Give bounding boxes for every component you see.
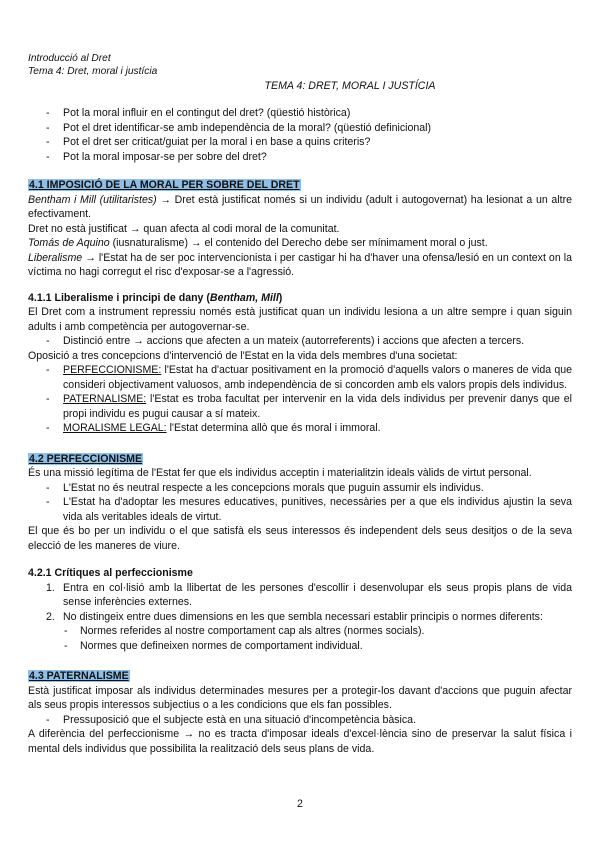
page-title: TEMA 4: DRET, MORAL I JUSTÍCIA	[264, 80, 436, 92]
header-topic: Tema 4: Dret, moral i justícia	[28, 66, 158, 77]
main-content	[28, 106, 572, 756]
list-item: - Pot el dret identificar-se amb independència de la moral? (qüestió definicional)	[28, 121, 572, 136]
list-item: - Pressuposició que el subjecte està en una situació d'incompetència bàsica.	[28, 713, 572, 728]
paragraph: El que és bo per un individu o el que satisfà els seus interessos és independent dels seus desitjos o de la seva elecció de les maneres de viure.	[28, 525, 572, 552]
section-heading-4-2-1: 4.2.1 Crítiques al perfeccionisme	[28, 567, 193, 579]
list-item: - MORALISME LEGAL: l'Estat determina allò que és moral i immoral.	[28, 421, 572, 436]
list-item: - Normes referides al nostre comportament cap als altres (normes socials).	[28, 624, 572, 639]
intervention-list	[28, 363, 572, 436]
page-number: 2	[297, 798, 303, 810]
section-heading-4-3: 4.3 PATERNALISME	[29, 670, 129, 682]
list-item: - L'Estat no és neutral respecte a les concepcions morals que puguin assumir els individus.	[28, 481, 572, 496]
section-heading-4-1: 4.1 IMPOSICIÓ DE LA MORAL PER SOBRE DEL DRET	[29, 179, 300, 191]
list-item: 2. No distingeix entre dues dimensions en les que sembla necessari establir principis o normes diferents:	[46, 610, 543, 623]
list-item: - Pot la moral influir en el contingut del dret? (qüestió històrica)	[28, 106, 572, 121]
paragraph: És una missió legítima de l'Estat fer que els individus acceptin i materialitzin ideals vàlids de virtut personal.	[28, 467, 532, 479]
list-item: - Pot la moral imposar-se per sobre del dret?	[28, 150, 572, 165]
paragraph: Liberalisme → l'Estat ha de ser poc intervencionista i per castigar hi ha d'haver una ofensa/lesió en un context on la víctima no hagi corregut el risc d'exposar-se a l'agressió.	[28, 251, 572, 278]
section-heading-4-1-1: 4.1.1 Liberalisme i principi de dany (Bentham, Mill)	[28, 291, 283, 304]
list-item: 1. Entra en col·lisió amb la llibertat de les persones d'escollir i desenvolupar els seus propis plans de vida sense inferències externes.	[46, 581, 572, 608]
intro-question-list	[28, 106, 572, 164]
header-course: Introducció al Dret	[28, 53, 111, 64]
paragraph: Tomás de Aquino (iusnaturalisme) → el contenido del Derecho debe ser mínimament moral o just.	[28, 237, 488, 249]
paragraph: Bentham i Mill (utilitaristes) → Dret està justificat només si un individu (adult i autogovernat) ha lesionat a un altre efectivament.	[28, 193, 572, 220]
list-item: - Distinció entre → accions que afecten a un mateix (autorreferents) i accions que afecten a tercers.	[28, 334, 572, 349]
paragraph: Dret no està justificat → quan afecta al codi moral de la comunitat.	[28, 222, 340, 235]
paragraph: A diferència del perfeccionisme → no es tracta d'imposar ideals d'excel·lència sino de preservar la salut física i mental dels individus que possibilita la realització dels seus plans de vida.	[28, 728, 572, 755]
list-item: - Normes que defineixen normes de comportament individual.	[28, 639, 572, 654]
bullet-list	[28, 481, 572, 525]
bullet-list	[28, 713, 572, 728]
paragraph: Oposició a tres concepcions d'intervenció de l'Estat en la vida dels membres d'una societat:	[28, 349, 458, 362]
list-item: - L'Estat ha d'adoptar les mesures educatives, punitives, necessàries per a que els individus ajustin la seva vida als veritables ideals de virtut.	[28, 495, 572, 524]
sub-bullet-list	[28, 624, 572, 653]
list-item: - PERFECCIONISME: l'Estat ha d'actuar positivament en la promoció d'aquells valors o maneres de vida que consideri objectivament valuosos, amb independència de si concorden amb els valors propis dels individus.	[28, 363, 572, 392]
list-item: - PATERNALISME: l'Estat es troba facultat per intervenir en la vida dels individus per prevenir danys que el propi individu es pugui causar a sí mateix.	[28, 392, 572, 421]
list-item: - Pot el dret ser criticat/guiat per la moral i en base a quins criteris?	[28, 135, 572, 150]
bullet-list	[28, 334, 572, 349]
numbered-list	[28, 581, 572, 625]
section-heading-4-2: 4.2 PERFECCIONISME	[29, 452, 143, 465]
paragraph: Està justificat imposar als individus determinades mesures per a protegir-los davant d'accions que puguin afectar als seus propis interessos subjectius o a les condicions que els fan possibles.	[28, 684, 572, 711]
paragraph: El Dret com a instrument repressiu només està justificat quan un individu lesiona a un altre sempre i quan siguin adults i amb competència per autogovernar-se.	[28, 306, 572, 333]
